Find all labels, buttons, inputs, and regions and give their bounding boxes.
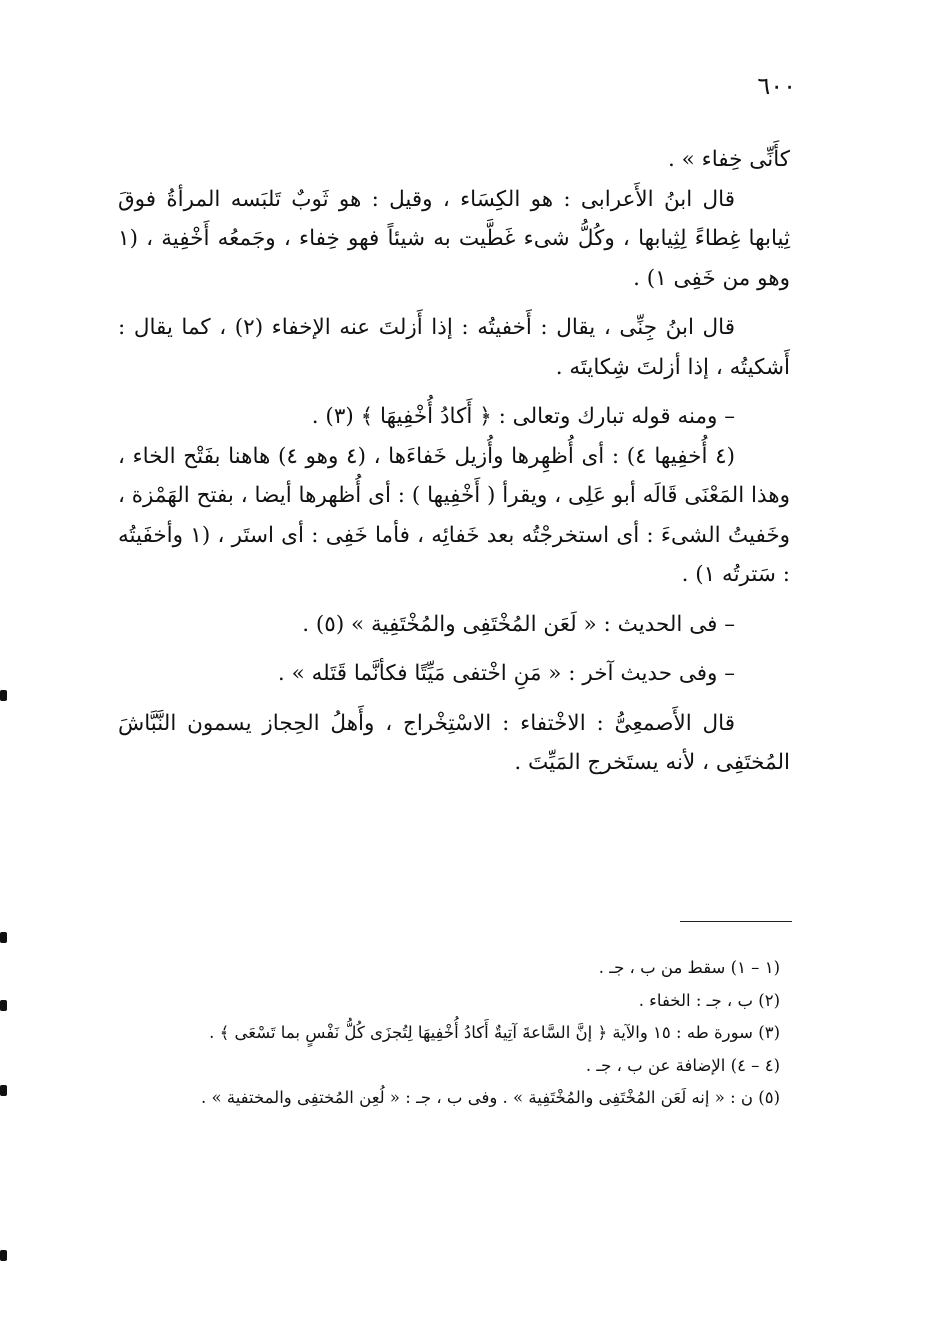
paragraph: كأَنِّى خِفاء » . [667,147,790,172]
page-number: ٦٠٠ [757,72,796,100]
footnote: (١ – ١) سقط من ب ، جـ . [598,958,780,977]
footnote: (٤ – ٤) الإضافة عن ب ، جـ . [585,1055,780,1075]
paragraph: – وفى حديث آخر : « مَنِ اخْتفى مَيِّتًا فكأنَّما قَتَله » . [277,661,735,686]
scan-mark [0,1085,7,1096]
paragraph: قال ابنُ الأَعرابى : هو الكِسَاء ، وقيل : هو ثَوبٌ تَلبَسه المرأةُ فوقَ ثِيابها غِطاءً لِثِيابها ، وكُلُّ شىء غَطَّيت به شيئاً فهو خِفاء ، وجَمعُه أَخْفِية ، (١ وهو من خَفِى ١) . [118,186,790,291]
footnote-separator [680,921,792,922]
paragraph: – ومنه قوله تبارك وتعالى : ﴿ أَكادُ أُخْفِيهَا ﴾ (٣) . [311,404,735,429]
scan-mark [0,1000,7,1011]
footnote: (٣) سورة طه : ١٥ والآية ﴿ إنَّ السَّاعةَ آتِيةٌ أَكادُ أُخْفِيهَا لِتُجزَى كُلُّ نَفْسٍ بما تَسْعَى ﴾ . [209,1023,780,1042]
footnote: (٥) ن : « إنه لَعَن المُخْتَفِى والمُخْتَفِية » . وفى ب ، جـ : « لُعِن المُختفِى والمختفية » . [201,1088,780,1107]
scan-mark [0,932,7,943]
paragraph: (٤ أُخفِيها ٤) : أى أُظهِرها وأُزيل خَفاءَها ، (٤ وهو ٤) هاهنا بفَتْح الخاء ، وهذا المَعْنَى قَالَه أبو عَلِى ، ويقرأ ( أَخْفِيها ) : أى أُظهرها أيضا ، بفتح الهَمْزة ، وخَفيتُ الشىءَ : أى استخرجْتُه بعد خَفائِه ، فأما خَفِى : أى استَر ، (١ وأخفَيتُه : سَترتُه ١) . [118,443,791,587]
scan-mark [0,1250,7,1261]
main-text [118,140,790,783]
paragraph: قال ابنُ جِنِّى ، يقال : أَخفيتُه : إذا أَزلتَ عنه الإخفاء (٢) ، كما يقال : أَشكيتُه ، إذا أزلتَ شِكايتَه . [118,315,790,380]
footnotes [118,952,790,1115]
scan-mark [0,690,7,701]
footnote: (٢) ب ، جـ : الخفاء . [638,990,780,1010]
paragraph: – فى الحديث : « لَعَن المُخْتَفِى والمُخْتَفِية » (٥) . [302,611,735,637]
paragraph: قال الأَصمعِىُّ : الاخْتفاء : الاسْتِخْراج ، وأَهلُ الحِجاز يسمون النَّبَّاشَ المُختَفِى ، لأنه يستَخرج المَيِّتَ . [118,710,790,775]
